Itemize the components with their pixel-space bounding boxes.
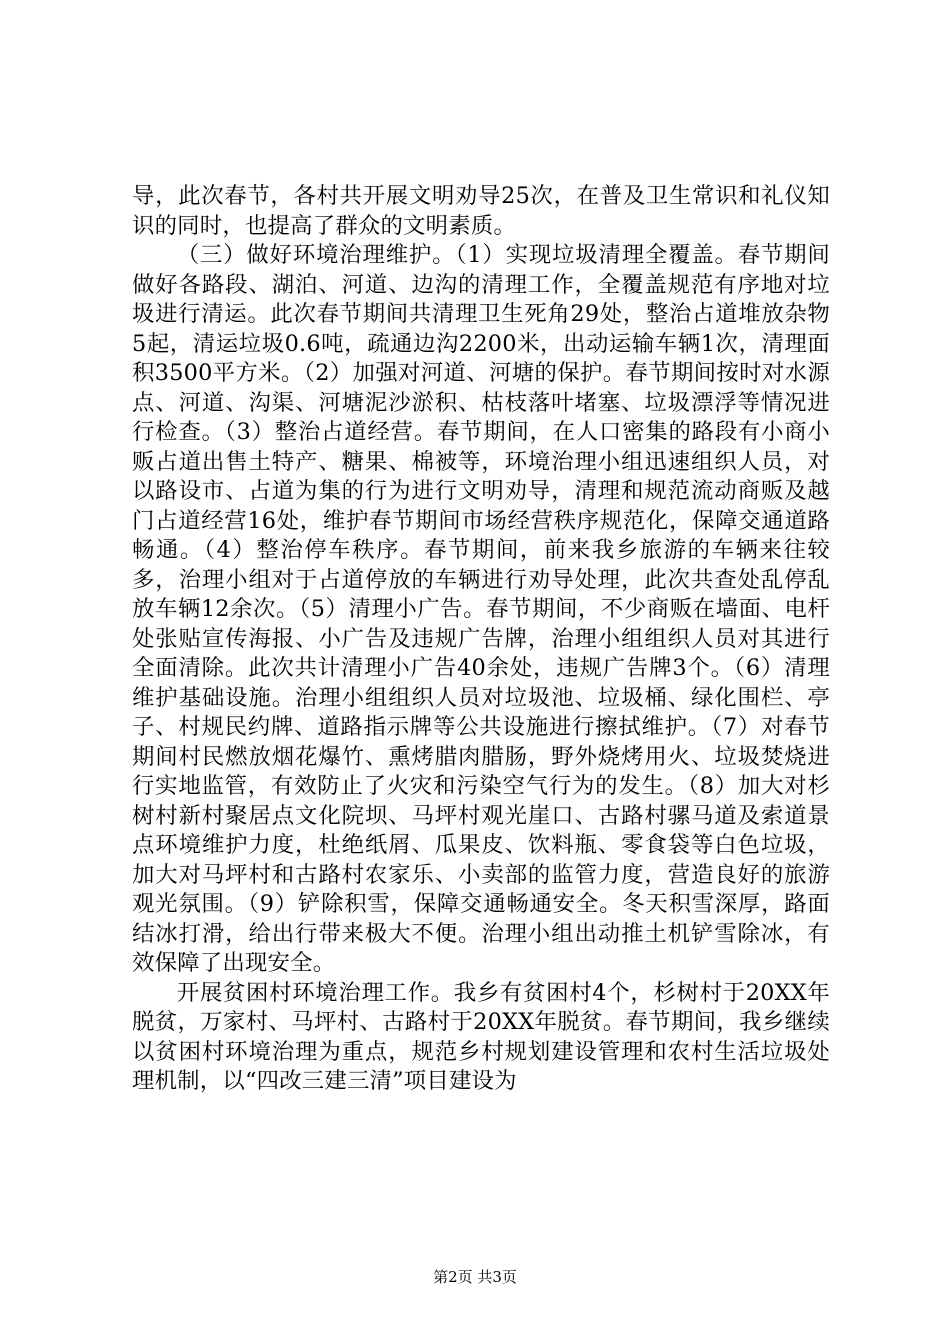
paragraph-poverty-village: 开展贫困村环境治理工作。我乡有贫困村4个，杉树村于20XX年脱贫，万家村、马坪村、古路村于20XX年脱贫。春节期间，我乡继续以贫困村环境治理为重点，规范乡村规划建设管理和农村生活垃圾处理机制，以“四改三建三清”项目建设为 [132, 979, 830, 1094]
paragraph-environment-maintenance: （三）做好环境治理维护。（1）实现垃圾清理全覆盖。春节期间做好各路段、湖泊、河道、边沟的清理工作，全覆盖规范有序地对垃圾进行清运。此次春节期间共清理卫生死角29处，整治占道堆放杂物5起，清运垃圾0.6吨，疏通边沟2200米，出动运输车辆1次，清理面积3500平方米。（2）加强对河道、河塘的保护。春节期间按时对水源点、河道、沟渠、河塘泥沙淤积、枯枝落叶堵塞、垃圾漂浮等情况进行检查。（3）整治占道经营。春节期间，在人口密集的路段有小商小贩占道出售土特产、糖果、棉被等，环境治理小组迅速组织人员，对以路设市、占道为集的行为进行文明劝导，清理和规范流动商贩及越门占道经营16处，维护春节期间市场经营秩序规范化，保障交通道路畅通。（4）整治停车秩序。春节期间，前来我乡旅游的车辆来往较多，治理小组对于占道停放的车辆进行劝导处理，此次共查处乱停乱放车辆12余次。（5）清理小广告。春节期间，不少商贩在墙面、电杆处张贴宣传海报、小广告及违规广告牌，治理小组组织人员对其进行全面清除。此次共计清理小广告40余处，违规广告牌3个。（6）清理维护基础设施。治理小组组织人员对垃圾池、垃圾桶、绿化围栏、亭子、村规民约牌、道路指示牌等公共设施进行擦拭维护。（7）对春节期间村民燃放烟花爆竹、熏烤腊肉腊肠，野外烧烤用火、垃圾焚烧进行实地监管，有效防止了火灾和污染空气行为的发生。（8）加大对杉树村新村聚居点文化院坝、马坪村观光崖口、古路村骡马道及索道景点环境维护力度，杜绝纸屑、瓜果皮、饮料瓶、零食袋等白色垃圾，加大对马坪村和古路村农家乐、小卖部的监管力度，营造良好的旅游观光氛围。（9）铲除积雪，保障交通畅通安全。冬天积雪深厚，路面结冰打滑，给出行带来极大不便。治理小组出动推土机铲雪除冰，有效保障了出现安全。 [132, 242, 830, 976]
document-body [132, 182, 830, 1097]
page-footer: 第2页 共3页 [433, 1268, 517, 1286]
paragraph-continuation: 导，此次春节，各村共开展文明劝导25次，在普及卫生常识和礼仪知识的同时，也提高了群众的文明素质。 [132, 183, 830, 239]
